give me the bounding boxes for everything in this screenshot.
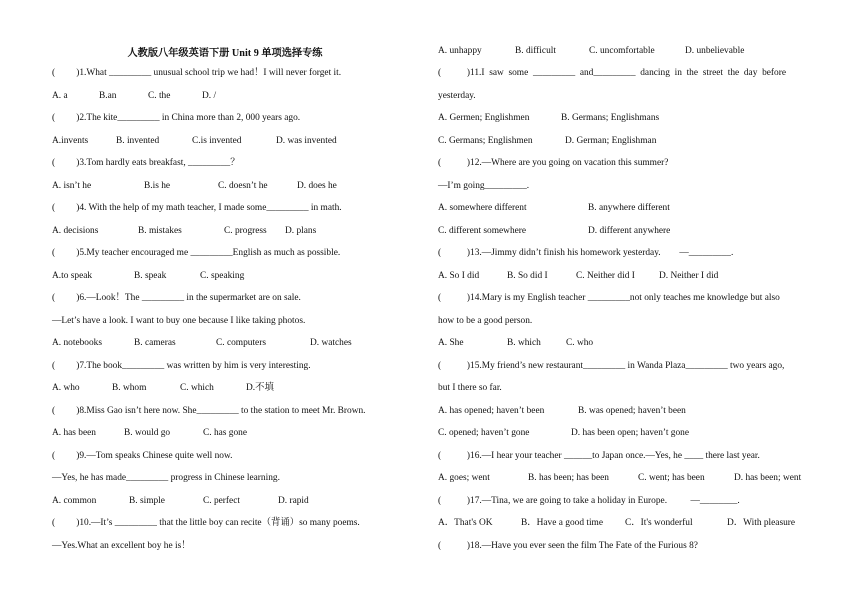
question-18: ( )18.—Have you ever seen the film The Fate of the Furious 8? <box>438 541 698 551</box>
question-15-options-cd <box>438 426 689 440</box>
option-c: C. has gone <box>203 428 248 438</box>
question-13-options <box>438 269 718 283</box>
question-5: ( )5.My teacher encouraged me _________English as much as possible. <box>52 248 341 258</box>
question-2: ( )2.The kite_________ in China more than 2, 000 years ago. <box>52 113 301 123</box>
question-15-options-ab <box>438 404 686 418</box>
option-c: C. progress <box>224 226 267 236</box>
question-8: ( )8.Miss Gao isn’t here now. She_________ to the station to meet Mr. Brown. <box>52 406 366 416</box>
option-a: A. who <box>52 383 80 393</box>
option-a: A．That's OK <box>438 518 493 528</box>
option-b: B. cameras <box>134 338 176 348</box>
option-a: A. goes; went <box>438 473 490 483</box>
question-16: ( )16.—I hear your teacher ______to Japan once.—Yes, he ____ there last year. <box>438 451 760 461</box>
question-11-continued: yesterday. <box>438 91 476 101</box>
question-1: ( )1.What _________ unusual school trip we had！I will never forget it. <box>52 68 342 78</box>
option-a: A. She <box>438 338 464 348</box>
question-5-options <box>52 269 244 283</box>
option-b: B. simple <box>129 496 165 506</box>
option-d: D. has been open; haven’t gone <box>571 428 690 438</box>
option-c: C. opened; haven’t gone <box>438 428 530 438</box>
option-d: D. German; Englishman <box>565 136 657 146</box>
option-d: D. does he <box>297 181 337 191</box>
option-d: D. has been; went <box>734 473 802 483</box>
option-b: B. invented <box>116 136 160 146</box>
option-c: C. who <box>566 338 594 348</box>
question-1-options <box>52 89 216 103</box>
option-c: C. doesn’t he <box>218 181 268 191</box>
option-b: B. anywhere different <box>588 203 670 213</box>
question-4: ( )4. With the help of my math teacher, I made some_________ in math. <box>52 203 342 213</box>
option-b: B．Have a good time <box>521 518 604 528</box>
question-17: ( )17.—Tina, we are going to take a holiday in Europe. —________. <box>438 496 740 506</box>
option-b: B. which <box>507 338 541 348</box>
option-b: B. speak <box>134 271 167 281</box>
option-b: B.is he <box>144 181 171 191</box>
question-9: ( )9.—Tom speaks Chinese quite well now. <box>52 451 233 461</box>
question-6-options <box>52 336 352 350</box>
question-14-continued: how to be a good person. <box>438 316 533 326</box>
option-c: C. Neither did I <box>576 271 635 281</box>
option-a: A. somewhere different <box>438 203 527 213</box>
option-b: B. mistakes <box>138 226 182 236</box>
option-d: D. Neither I did <box>659 271 719 281</box>
option-c: C．It's wonderful <box>625 518 693 528</box>
question-12-options-ab <box>438 201 670 215</box>
question-12-options-cd <box>438 224 670 238</box>
page-title: 人教版八年级英语下册 Unit 9 单项选择专练 <box>127 48 323 59</box>
question-17-options <box>438 516 795 530</box>
question-6-response: —Let’s have a look. I want to buy one because I like taking photos. <box>52 316 306 326</box>
question-7-options <box>52 381 274 395</box>
question-9-response: —Yes, he has made_________ progress in Chinese learning. <box>52 473 280 483</box>
option-a: A. decisions <box>52 226 99 236</box>
option-c: C. different somewhere <box>438 226 527 236</box>
option-a: A. Germen; Englishmen <box>438 113 530 123</box>
option-a: A. notebooks <box>52 338 102 348</box>
option-b: B. So did I <box>507 271 548 281</box>
option-b: B. was opened; haven’t been <box>578 406 686 416</box>
option-b: B. Germans; Englishmans <box>561 113 660 123</box>
question-8-options <box>52 426 247 440</box>
question-13: ( )13.—Jimmy didn’t finish his homework yesterday. —_________. <box>438 248 734 258</box>
question-4-options <box>52 224 316 238</box>
option-d: D. rapid <box>278 496 309 506</box>
question-11: ( )11.I saw some _________ and_________ dancing in the street the day before <box>438 68 787 78</box>
option-c: C. perfect <box>203 496 240 506</box>
question-15-continued: but I there so far. <box>438 383 502 393</box>
option-c: C. went; has been <box>638 473 705 483</box>
option-a: A. has opened; haven’t been <box>438 406 545 416</box>
option-c: C. computers <box>216 338 266 348</box>
question-6: ( )6.—Look！The _________ in the supermarket are on sale. <box>52 293 301 303</box>
question-14-options <box>438 336 593 350</box>
question-10-response: —Yes.What an excellent boy he is！ <box>52 541 191 551</box>
option-a: A. isn’t he <box>52 181 92 191</box>
option-a: A. a <box>52 91 68 101</box>
question-11-options-cd <box>438 134 656 148</box>
option-c: C.is invented <box>192 136 242 146</box>
option-a: A.to speak <box>52 271 93 281</box>
option-d: D. unbelievable <box>685 46 745 56</box>
option-d: D.不填 <box>246 383 274 393</box>
option-d: D. / <box>202 91 217 101</box>
option-b: B. would go <box>124 428 171 438</box>
question-2-options <box>52 134 337 148</box>
option-d: D. was invented <box>276 136 337 146</box>
question-11-options-ab <box>438 111 659 125</box>
option-c: C. the <box>148 91 171 101</box>
option-d: D. plans <box>285 226 317 236</box>
question-12: ( )12.—Where are you going on vacation this summer? <box>438 158 669 168</box>
option-b: B. whom <box>112 383 147 393</box>
question-10-options <box>438 44 744 58</box>
option-a: A.invents <box>52 136 89 146</box>
option-a: A. unhappy <box>438 46 482 56</box>
question-10: ( )10.—It’s _________ that the little boy can recite（背诵）so many poems. <box>52 518 360 528</box>
question-9-options <box>52 494 309 508</box>
option-c: C. uncomfortable <box>589 46 655 56</box>
option-b: B. difficult <box>515 46 556 56</box>
question-16-options <box>438 471 801 485</box>
option-a: A. common <box>52 496 97 506</box>
option-c: C. which <box>180 383 214 393</box>
question-7: ( )7.The book_________ was written by him is very interesting. <box>52 361 311 371</box>
option-a: A. So I did <box>438 271 480 281</box>
option-d: D．With pleasure <box>727 518 796 528</box>
option-c: C. speaking <box>200 271 245 281</box>
option-d: D. different anywhere <box>588 226 671 236</box>
option-c: C. Germans; Englishmen <box>438 136 533 146</box>
option-b: B. has been; has been <box>528 473 609 483</box>
option-a: A. has been <box>52 428 96 438</box>
option-b: B.an <box>99 91 117 101</box>
question-3: ( )3.Tom hardly eats breakfast, _________？ <box>52 158 240 168</box>
question-14: ( )14.Mary is my English teacher _________not only teaches me knowledge but also <box>438 293 780 303</box>
question-15: ( )15.My friend’s new restaurant_________ in Wanda Plaza_________ two years ago, <box>438 361 785 371</box>
question-12-response: —I’m going_________. <box>438 181 530 191</box>
option-d: D. watches <box>310 338 352 348</box>
question-3-options <box>52 179 337 193</box>
